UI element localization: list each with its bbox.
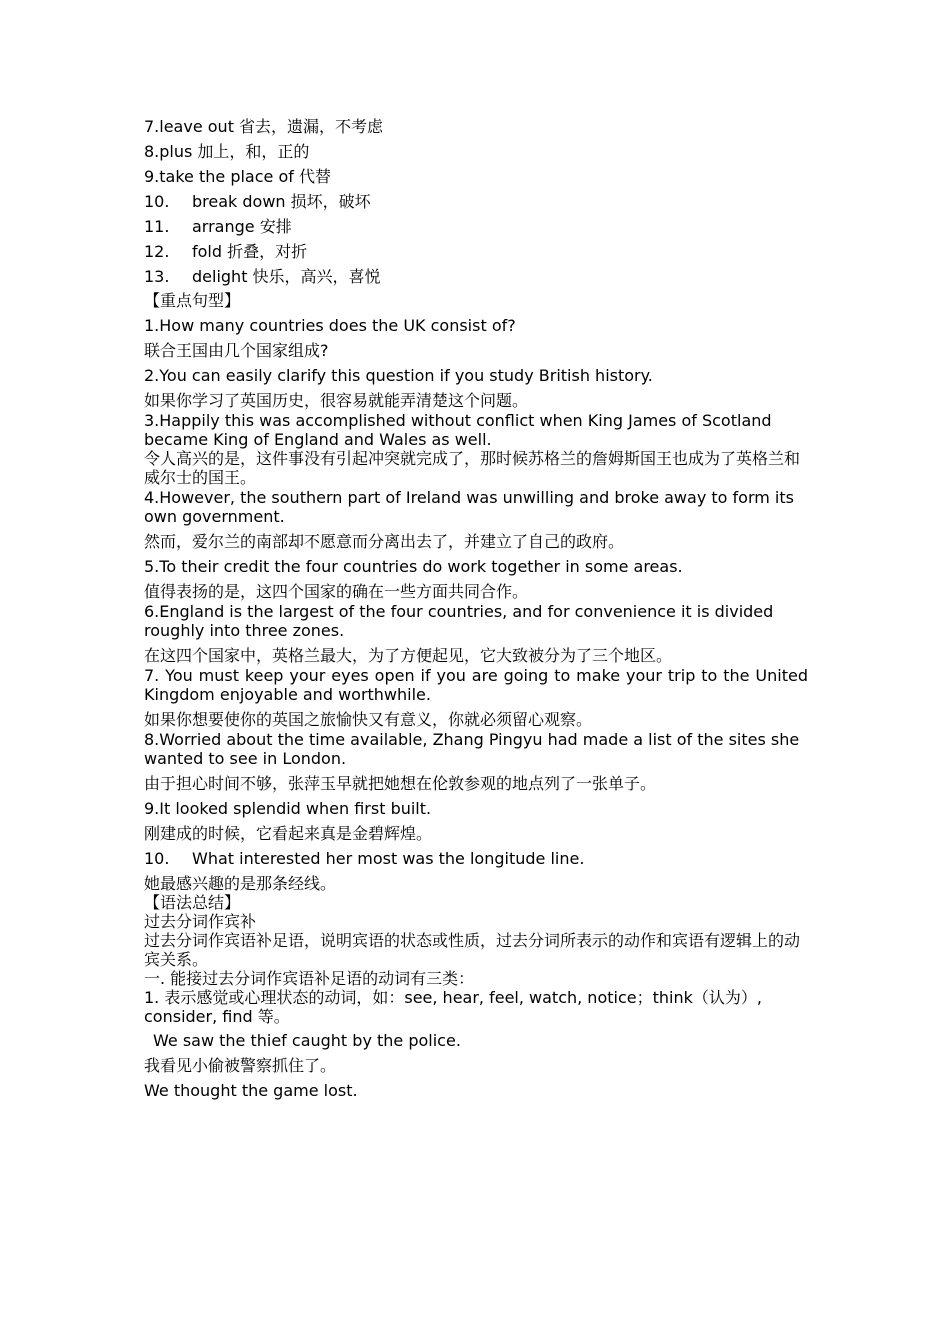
vocab-number: 12. xyxy=(144,242,170,261)
sentence-list xyxy=(144,316,808,893)
sentence-en: 10. What interested her most was the longitude line. xyxy=(144,849,585,868)
sentence-zh: 然而，爱尔兰的南部却不愿意而分离出去了，并建立了自己的政府。 xyxy=(144,532,625,551)
vocab-item: 10. break down 损坏，破坏 xyxy=(144,192,371,211)
sentence-en: 6.England is the largest of the four countries, and for convenience it is divided roughly into three zones. xyxy=(144,602,774,640)
sentence-en: 3.Happily this was accomplished without conflict when King James of Scotland became King of England and Wales as well. xyxy=(144,411,772,449)
example-zh: 我看见小偷被警察抓住了。 xyxy=(144,1056,337,1075)
vocab-item: 7.leave out 省去，遗漏，不考虑 xyxy=(144,117,384,136)
sentence-zh: 如果你想要使你的英国之旅愉快又有意义，你就必须留心观察。 xyxy=(144,710,593,729)
sentence-zh: 她最感兴趣的是那条经线。 xyxy=(144,874,337,893)
sentence-number: 10. xyxy=(144,849,170,868)
vocab-number: 11. xyxy=(144,217,170,236)
sentence-en: 8.Worried about the time available, Zhang Pingyu had made a list of the sites she wanted to see in London. xyxy=(144,730,800,768)
sentence-en: 4.However, the southern part of Ireland was unwilling and broke away to form its own government. xyxy=(144,488,794,526)
sentence-zh: 值得表扬的是，这四个国家的确在一些方面共同合作。 xyxy=(144,582,529,601)
grammar-subpoint: 1. 表示感觉或心理状态的动词，如：see, hear, feel, watch, notice；think（认为）, consider, find 等。 xyxy=(144,988,762,1026)
sentence-zh: 在这四个国家中，英格兰最大，为了方便起见，它大致被分为了三个地区。 xyxy=(144,646,673,665)
vocab-item: 12. fold 折叠，对折 xyxy=(144,242,308,261)
sentence-en: 7. You must keep your eyes open if you are going to make your trip to the United Kingdom enjoyable and worthwhile. xyxy=(144,666,808,704)
section-heading-sentences: 【重点句型】 xyxy=(144,291,241,310)
sentence-en: 2.You can easily clarify this question if you study British history. xyxy=(144,366,653,385)
vocab-number: 10. xyxy=(144,192,170,211)
sentence-en: 9.It looked splendid when first built. xyxy=(144,799,432,818)
example-en: We thought the game lost. xyxy=(144,1081,358,1100)
sentence-zh: 刚建成的时候，它看起来真是金碧辉煌。 xyxy=(144,824,433,843)
sentence-zh: 由于担心时间不够，张萍玉早就把她想在伦敦参观的地点列了一张单子。 xyxy=(144,774,657,793)
sentence-en: 5.To their credit the four countries do work together in some areas. xyxy=(144,557,683,576)
vocab-item: 13. delight 快乐，高兴，喜悦 xyxy=(144,267,381,286)
vocab-item: 8.plus 加上，和，正的 xyxy=(144,142,310,161)
sentence-en: 1.How many countries does the UK consist of? xyxy=(144,316,516,335)
grammar-title: 过去分词作宾补 xyxy=(144,912,257,931)
sentence-zh: 如果你学习了英国历史，很容易就能弄清楚这个问题。 xyxy=(144,391,529,410)
grammar-description: 过去分词作宾语补足语，说明宾语的状态或性质，过去分词所表示的动作和宾语有逻辑上的动宾关系。 xyxy=(144,931,801,969)
sentence-zh: 联合王国由几个国家组成? xyxy=(144,341,329,360)
example-en: We saw the thief caught by the police. xyxy=(153,1031,461,1050)
vocab-list xyxy=(144,117,808,286)
vocab-item: 11. arrange 安排 xyxy=(144,217,292,236)
section-heading-grammar: 【语法总结】 xyxy=(144,893,241,912)
grammar-point: 一. 能接过去分词作宾语补足语的动词有三类： xyxy=(144,969,475,988)
vocab-number: 13. xyxy=(144,267,170,286)
vocab-item: 9.take the place of 代替 xyxy=(144,167,331,186)
document-page xyxy=(144,117,808,1100)
sentence-zh: 令人高兴的是，这件事没有引起冲突就完成了，那时候苏格兰的詹姆斯国王也成为了英格兰和威尔士的国王。 xyxy=(144,449,801,487)
